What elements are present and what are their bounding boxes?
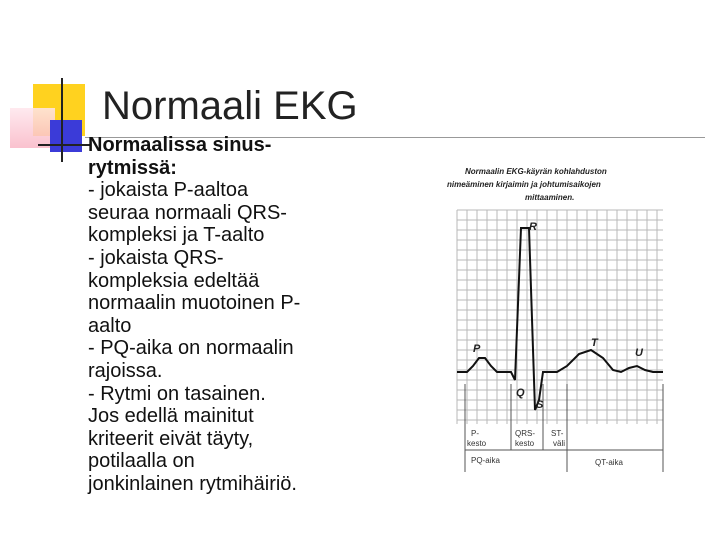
decor-horizontal-line: [38, 144, 90, 146]
body-line: kompleksi ja T-aalto: [88, 224, 265, 247]
body-line: - Rytmi on tasainen.: [88, 382, 266, 405]
ekg-caption: [447, 167, 607, 202]
body-line: kriteerit eivät täyty,: [88, 427, 254, 450]
wave-label-p: P: [473, 343, 481, 355]
body-line: Normaalissa sinus-: [88, 134, 272, 156]
body-line: Jos edellä mainitut: [88, 405, 254, 428]
caption-line: Normaalin EKG-käyrän kohlahduston: [465, 167, 607, 176]
body-line: - PQ-aika on normaalin: [88, 337, 294, 360]
body-line: rajoissa.: [88, 359, 163, 382]
ekg-trace: [457, 228, 663, 410]
interval-label-pq-time: PQ-aika: [471, 456, 500, 465]
body-line: - jokaista P-aaltoa: [88, 179, 249, 202]
interval-label-qrs-duration: kesto: [515, 439, 535, 448]
slide-title: Normaali EKG: [102, 84, 358, 128]
body-line: normaalin muotoinen P-: [88, 292, 301, 315]
wave-label-r: R: [529, 221, 537, 233]
decor-pink-square: [10, 108, 55, 148]
interval-label-p-duration: P-: [471, 429, 479, 438]
body-line: kompleksia edeltää: [88, 269, 260, 292]
body-line: aalto: [88, 314, 132, 337]
body-line: rytmissä:: [88, 156, 177, 179]
interval-label-qt-time: QT-aika: [595, 458, 624, 467]
ekg-grid: [457, 210, 663, 424]
decor-blue-square: [50, 120, 82, 152]
interval-label-st-segment: ST-: [551, 429, 564, 438]
interval-label-p-duration: kesto: [467, 439, 487, 448]
slide-body: [88, 134, 388, 496]
wave-label-q: Q: [516, 387, 525, 399]
interval-label-st-segment: väli: [553, 439, 566, 448]
caption-line: mittaaminen.: [525, 193, 575, 202]
wave-label-s: S: [536, 399, 544, 411]
wave-label-u: U: [635, 347, 643, 359]
body-line: potilaalla on: [88, 450, 195, 473]
interval-label-qrs-duration: QRS-: [515, 429, 535, 438]
body-line: - jokaista QRS-: [88, 246, 224, 269]
caption-line: nimeäminen kirjaimin ja johtumisaikojen: [447, 180, 601, 189]
body-line: jonkinlainen rytmihäiriö.: [88, 472, 297, 495]
decor-vertical-line: [61, 78, 63, 162]
wave-label-t: T: [591, 337, 598, 349]
ekg-figure: [445, 160, 670, 472]
body-line: seuraa normaali QRS-: [88, 201, 287, 224]
